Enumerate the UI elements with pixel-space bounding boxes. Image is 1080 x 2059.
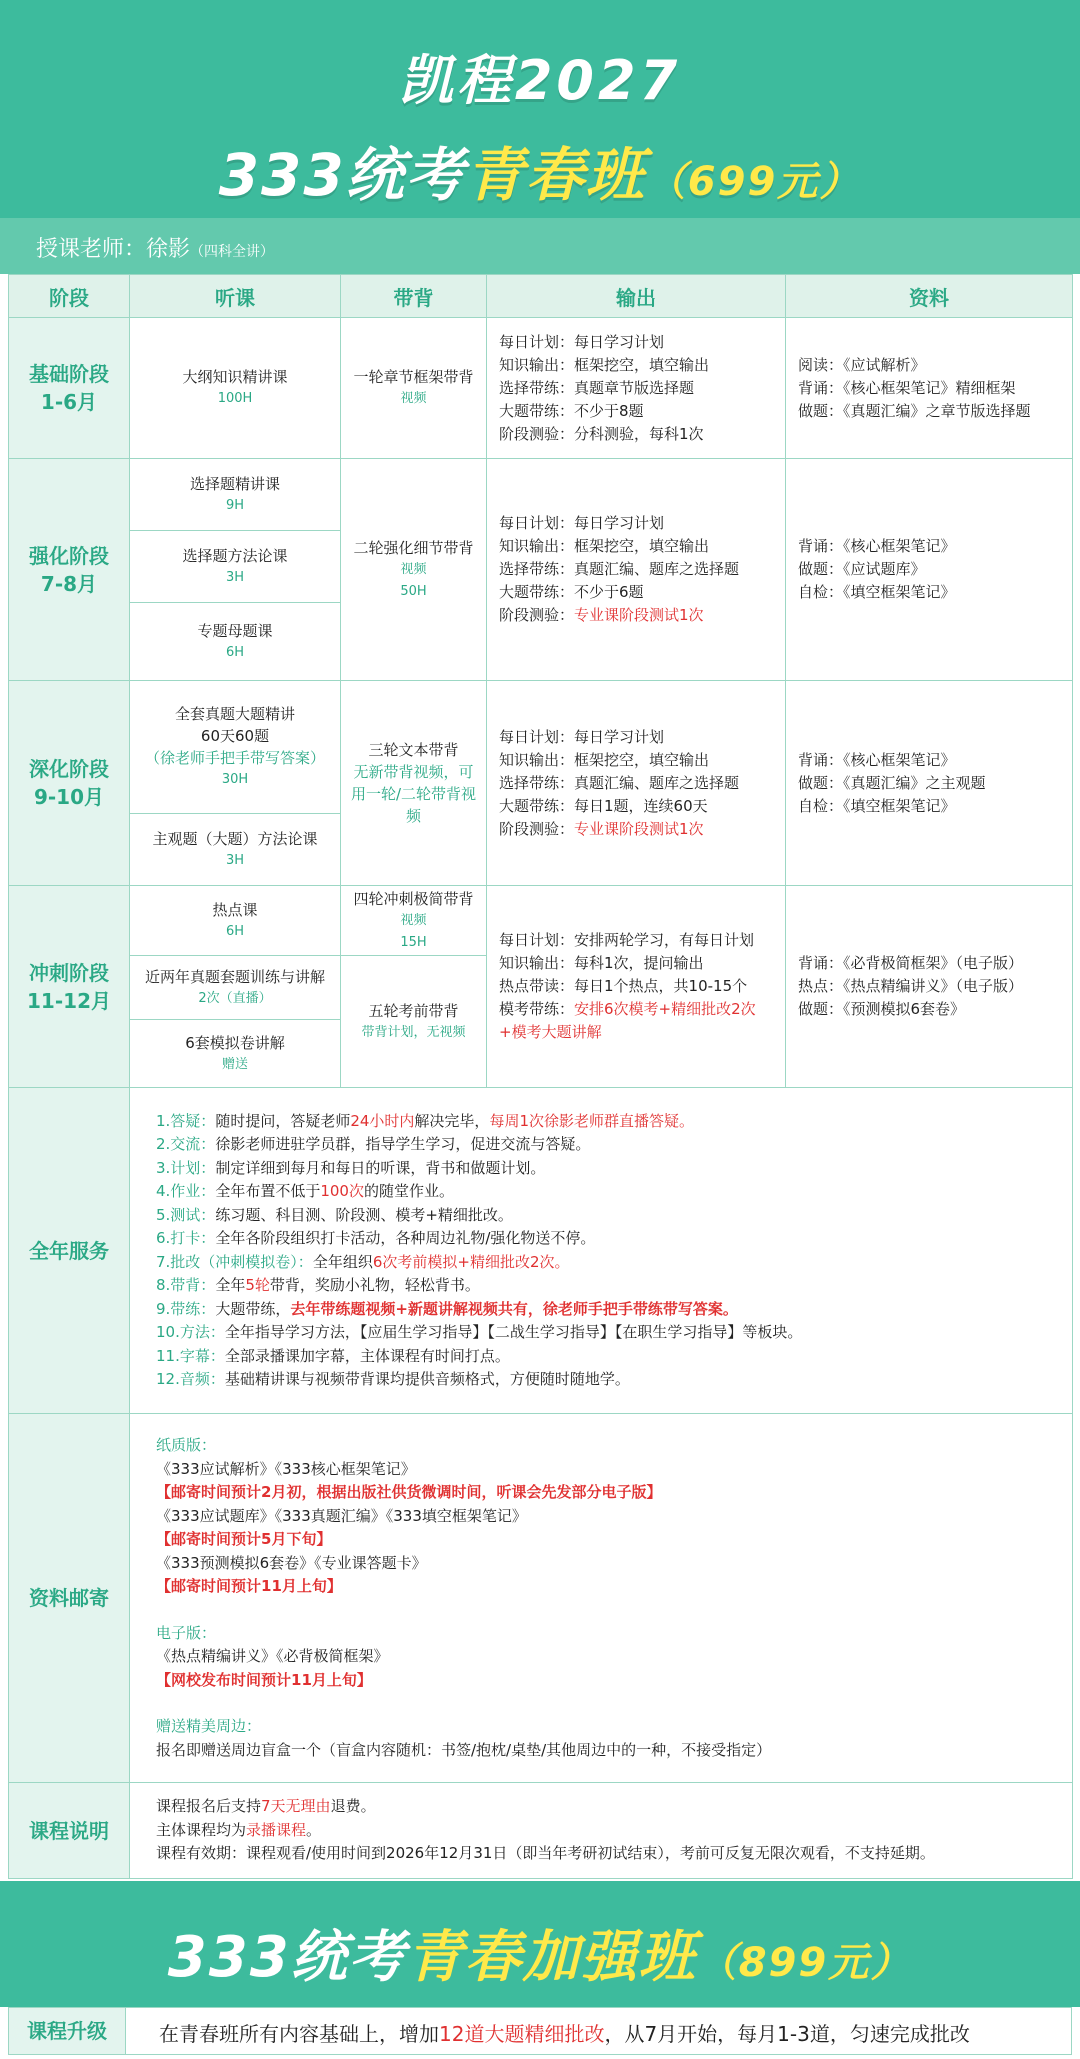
- output-line: 知识输出：框架挖空，填空输出: [499, 355, 710, 374]
- lesson-cell: [130, 814, 341, 886]
- lesson-hours: 2次（直播）: [198, 990, 272, 1006]
- course-price: （699元）: [645, 159, 862, 205]
- materials-line: 《333应试题库》《333真题汇编》《333填空框架笔记》: [156, 1506, 527, 1525]
- stage-name: 深化阶段: [29, 757, 109, 781]
- service-item-num: 11.字幕：: [156, 1346, 225, 1365]
- service-item-text: 全年组织: [312, 1252, 373, 1271]
- header-banner: [0, 0, 1080, 218]
- upgrade-row: [8, 2007, 1072, 2055]
- spacer: [156, 1599, 1046, 1622]
- materials-ship-note: 【网校发布时间预计11月上旬】: [156, 1670, 372, 1689]
- service-item-num: 12.音频：: [156, 1370, 225, 1388]
- output-cell: [487, 886, 786, 1088]
- plus-course-banner: [0, 1881, 1080, 2007]
- lesson-cell: [130, 459, 341, 531]
- lesson-cell: [130, 956, 341, 1020]
- lesson-cell: [130, 318, 341, 459]
- col-header-output: 输出: [487, 275, 786, 318]
- stage-cell: [9, 459, 130, 681]
- table-row: [9, 318, 1073, 459]
- materials-list: [130, 1414, 1073, 1783]
- stage-cell: [9, 681, 130, 886]
- service-item: [156, 1298, 1046, 1322]
- col-header-lesson: 听课: [130, 275, 341, 318]
- service-item-num: 1.答疑：: [156, 1111, 216, 1130]
- stage-name: 强化阶段: [29, 543, 109, 568]
- service-item: [156, 1345, 1046, 1369]
- lesson-name: 全套真题大题精讲: [174, 705, 295, 723]
- service-item-text: 的随堂作业。: [363, 1182, 454, 1200]
- stage-name: 冲刺阶段: [29, 960, 109, 985]
- stage-months: 7-8月: [40, 571, 98, 596]
- plus-price: （899元）: [696, 1940, 913, 1986]
- materials-line: 《热点精编讲义》《必背极简框架》: [156, 1647, 389, 1665]
- notes-text: 主体课程均为: [156, 1820, 247, 1839]
- teacher-note: （四科全讲）: [190, 244, 275, 260]
- service-item-text: 全年各阶段组织打卡活动，各种周边礼物/强化物送不停。: [215, 1229, 596, 1247]
- output-test-value: 专业课阶段测试1次: [574, 606, 704, 624]
- output-line: 每日计划：安排两轮学习，有每日计划: [499, 931, 755, 949]
- upgrade-label: 课程升级: [9, 2008, 126, 2054]
- service-item: [156, 1133, 1046, 1157]
- teacher-name: 授课老师：徐影: [36, 237, 191, 262]
- output-cell: [487, 318, 786, 459]
- lesson-name: 选择题方法论课: [182, 546, 288, 565]
- output-test-value: 专业课阶段测试1次: [574, 819, 704, 838]
- upgrade-text-part: ，从7月开始，每月1-3道，匀速完成批改: [604, 2022, 970, 2046]
- upgrade-text-part: 在青春班所有内容基础上，增加: [159, 2022, 439, 2046]
- service-item-text: 徐影老师进驻学员群，指导学生学习，促进交流与答疑。: [215, 1135, 591, 1153]
- table-row: [9, 681, 1073, 814]
- service-item-text: 练习题、科目测、阶段测、模考+精细批改。: [215, 1205, 513, 1224]
- notes-highlight: 录播课程: [246, 1820, 307, 1839]
- material-line: 自检：《填空框架笔记》: [798, 583, 956, 601]
- lesson-cell: [130, 681, 341, 814]
- material-line: 背诵：《核心框架笔记》: [798, 750, 956, 769]
- stage-months: 9-10月: [33, 785, 105, 809]
- recite-name: 一轮章节框架带背: [353, 368, 474, 386]
- service-item-text: 带背，奖励小礼物，轻松背书。: [269, 1276, 480, 1294]
- output-line: 知识输出：框架挖空，填空输出: [499, 537, 710, 555]
- plus-course-title: [0, 1913, 1080, 1993]
- material-line: 做题：《真题汇编》之主观题: [798, 773, 986, 792]
- stage-cell: [9, 318, 130, 459]
- output-line: 大题带练：每日1题，连续60天: [499, 796, 708, 815]
- table-row: [9, 1414, 1073, 1783]
- teacher-label: [36, 232, 274, 263]
- notes-line: [156, 1819, 1046, 1843]
- materials-paper-heading: 纸质版：: [156, 1436, 217, 1454]
- output-line: 选择带练：真题汇编、题库之选择题: [499, 560, 740, 578]
- material-line: 热点：《热点精编讲义》（电子版）: [798, 977, 1024, 995]
- service-item-num: 6.打卡：: [156, 1229, 216, 1247]
- service-item: [156, 1274, 1046, 1298]
- upgrade-highlight: 12道大题精细批改: [439, 2022, 605, 2046]
- material-line: 背诵：《必背极简框架》（电子版）: [798, 954, 1024, 972]
- service-item-text: 制定详细到每月和每日的听课，背书和做题计划。: [215, 1158, 546, 1177]
- service-item: [156, 1157, 1046, 1181]
- output-line: 每日计划：每日学习计划: [499, 514, 665, 532]
- course-title: [0, 128, 1080, 212]
- table-row: [9, 1783, 1073, 1879]
- stage-cell: [9, 886, 130, 1088]
- service-label: 全年服务: [9, 1088, 130, 1414]
- service-item-text: 全年布置不低于: [215, 1182, 321, 1200]
- output-line: 阶段测验：分科测验，每科1次: [499, 424, 704, 443]
- recite-cell: [341, 886, 487, 956]
- lesson-hours: 3H: [225, 569, 245, 585]
- lesson-name: 近两年真题套题训练与讲解: [144, 967, 325, 986]
- lesson-cell: [130, 886, 341, 956]
- lesson-hours: 3H: [225, 852, 245, 868]
- notes-label: 课程说明: [9, 1783, 130, 1879]
- lesson-hours: 30H: [221, 772, 249, 787]
- output-test-label: 阶段测验：: [499, 606, 575, 624]
- service-item-text: 全年指导学习方法，【应届生学习指导】【二战生学习指导】【在职生学习指导】等板块。: [224, 1323, 803, 1341]
- lesson-name: 大纲知识精讲课: [182, 368, 288, 386]
- output-line: 大题带练：不少于8题: [499, 401, 644, 420]
- output-line: 大题带练：不少于6题: [499, 583, 644, 601]
- stage-name: 基础阶段: [29, 362, 109, 386]
- lesson-name: 专题母题课: [197, 621, 273, 640]
- recite-name: 四轮冲刺极简带背: [353, 889, 474, 908]
- output-line: 知识输出：框架挖空，填空输出: [499, 750, 710, 769]
- recite-note: 无新带背视频，可用一轮/二轮带背视频: [350, 763, 477, 825]
- lesson-hours: 6H: [225, 923, 245, 939]
- recite-note: 带背计划，无视频: [361, 1024, 466, 1040]
- service-item-text: 随时提问，答疑老师: [215, 1111, 351, 1130]
- recite-cell: [341, 956, 487, 1088]
- lesson-name: 选择题精讲课: [189, 474, 280, 493]
- service-item-num: 7.批改（冲刺模拟卷）：: [156, 1252, 313, 1271]
- course-title-yellow: 青春班: [465, 141, 646, 209]
- service-highlight: 100次: [320, 1182, 364, 1200]
- service-item-num: 8.带背：: [156, 1276, 216, 1294]
- materials-label: 资料邮寄: [9, 1414, 130, 1783]
- service-item-text: 全部录播课加字幕，主体课程有时间打点。: [224, 1346, 510, 1365]
- service-item: [156, 1110, 1046, 1134]
- service-item: [156, 1204, 1046, 1228]
- col-header-recite: 带背: [341, 275, 487, 318]
- col-header-stage: 阶段: [9, 275, 130, 318]
- output-line: [499, 998, 773, 1044]
- recite-name: 五轮考前带背: [368, 1001, 459, 1020]
- service-item-num: 2.交流：: [156, 1135, 216, 1153]
- service-item-num: 5.测试：: [156, 1205, 216, 1224]
- lesson-hours: 9H: [225, 497, 245, 513]
- lesson-hours: 赠送: [221, 1056, 248, 1072]
- lesson-subtitle: 60天60题: [200, 727, 270, 745]
- materials-ship-note: 【邮寄时间预计2月初，根据出版社供货微调时间，听课会先发部分电子版】: [156, 1483, 662, 1501]
- material-cell: [786, 318, 1073, 459]
- service-item: [156, 1180, 1046, 1204]
- materials-ebook-heading: 电子版：: [156, 1623, 217, 1642]
- service-highlight: 24小时内: [350, 1111, 415, 1130]
- output-mock-label: 模考带练：: [499, 1000, 575, 1018]
- recite-note: 视频: [400, 561, 427, 577]
- recite-note: 视频: [400, 391, 427, 406]
- lesson-name: 6套模拟卷讲解: [185, 1033, 285, 1052]
- table-header-row: [9, 275, 1073, 318]
- lesson-name: 热点课: [212, 900, 258, 919]
- output-line: 选择带练：真题章节版选择题: [499, 378, 695, 397]
- notes-line: [156, 1795, 1046, 1819]
- materials-line: 报名即赠送周边盲盒一个（盲盒内容随机：书签/抱枕/桌垫/其他周边中的一种，不接受指定）: [156, 1740, 772, 1759]
- recite-name: 二轮强化细节带背: [353, 538, 474, 557]
- service-item-text: 解决完毕，: [414, 1111, 490, 1130]
- recite-cell: [341, 318, 487, 459]
- material-line: 自检：《填空框架笔记》: [798, 796, 956, 815]
- course-title-white: 333统考: [218, 141, 466, 209]
- service-highlight: 5轮: [245, 1276, 270, 1294]
- materials-ship-note: 【邮寄时间预计5月下旬】: [156, 1530, 332, 1548]
- service-highlight: 去年带练题视频+新题讲解视频共有，徐老师手把手带练带写答案。: [290, 1299, 738, 1318]
- lesson-name: 主观题（大题）方法论课: [152, 829, 318, 848]
- material-line: 做题：《真题汇编》之章节版选择题: [798, 401, 1031, 420]
- notes-list: [130, 1783, 1073, 1879]
- material-line: 阅读：《应试解析》: [798, 355, 926, 374]
- service-item: [156, 1251, 1046, 1275]
- notes-line: 课程有效期：课程观看/使用时间到2026年12月31日（即当年考研初试结束），考前可反复无限次观看，不支持延期。: [156, 1844, 935, 1863]
- recite-cell: [341, 459, 487, 681]
- material-cell: [786, 886, 1073, 1088]
- service-item-text: 全年: [215, 1276, 246, 1294]
- output-mock-value: 安排6次模考+精细批改2次+模考大题讲解: [499, 1000, 756, 1041]
- output-line: 每日计划：每日学习计划: [499, 727, 665, 746]
- output-cell: [487, 681, 786, 886]
- lesson-hours: 6H: [225, 644, 245, 660]
- lesson-note: （徐老师手把手带写答案）: [144, 749, 325, 767]
- output-test-label: 阶段测验：: [499, 819, 575, 838]
- lesson-cell: [130, 603, 341, 681]
- recite-hours: 50H: [400, 583, 427, 599]
- table-row: [9, 459, 1073, 531]
- materials-gift-heading: 赠送精美周边：: [156, 1717, 262, 1735]
- output-line: 每日计划：每日学习计划: [499, 332, 665, 351]
- lesson-cell: [130, 1020, 341, 1088]
- materials-ship-note: 【邮寄时间预计11月上旬】: [156, 1577, 342, 1595]
- output-cell: [487, 459, 786, 681]
- output-line: [499, 818, 773, 841]
- material-cell: [786, 459, 1073, 681]
- notes-text: 。: [306, 1820, 322, 1839]
- recite-hours: 15H: [400, 934, 427, 950]
- plus-title-white: 333统考: [167, 1925, 407, 1990]
- stage-months: 1-6月: [40, 390, 98, 414]
- service-list: [130, 1088, 1073, 1414]
- brand-title: 凯程2027: [398, 49, 682, 112]
- spacer: [156, 1692, 1046, 1715]
- material-line: 做题：《应试题库》: [798, 560, 926, 578]
- service-item-num: 10.方法：: [156, 1323, 225, 1341]
- material-line: 做题：《预测模拟6套卷》: [798, 1000, 966, 1018]
- service-item-num: 4.作业：: [156, 1182, 216, 1200]
- service-item: [156, 1368, 1046, 1392]
- recite-name: 三轮文本带背: [368, 741, 459, 759]
- service-item-text: 大题带练，: [215, 1299, 291, 1318]
- service-item-text: 基础精讲课与视频带背课均提供音频格式，方便随时随地学。: [224, 1370, 630, 1388]
- material-line: 背诵：《核心框架笔记》精细框架: [798, 378, 1016, 397]
- service-highlight: 6次考前模拟+精细批改2次。: [372, 1252, 570, 1271]
- material-line: 背诵：《核心框架笔记》: [798, 537, 956, 555]
- service-item-num: 3.计划：: [156, 1158, 216, 1177]
- col-header-material: 资料: [786, 275, 1073, 318]
- table-row: [9, 1088, 1073, 1414]
- output-line: 知识输出：每科1次，提问输出: [499, 954, 704, 972]
- teacher-bar: [0, 218, 1080, 274]
- materials-line: 《333预测模拟6套卷》《专业课答题卡》: [156, 1553, 427, 1572]
- recite-cell: [341, 681, 487, 886]
- service-item-num: 9.带练：: [156, 1299, 216, 1318]
- stage-months: 11-12月: [27, 988, 111, 1013]
- material-cell: [786, 681, 1073, 886]
- output-line: 选择带练：真题汇编、题库之选择题: [499, 773, 740, 792]
- service-highlight: 每周1次徐影老师群直播答疑。: [489, 1111, 694, 1130]
- materials-line: 《333应试解析》《333核心框架笔记》: [156, 1459, 416, 1478]
- notes-highlight: 7天无理由: [261, 1797, 331, 1816]
- notes-text: 退费。: [330, 1797, 376, 1816]
- recite-note: 视频: [400, 912, 427, 928]
- plus-title-yellow: 青春加强班: [406, 1925, 697, 1990]
- table-row: [9, 886, 1073, 956]
- notes-text: 课程报名后支持: [156, 1797, 262, 1816]
- schedule-table: [8, 274, 1073, 1879]
- upgrade-text: [159, 2018, 970, 2047]
- output-line: 热点带读：每日1个热点，共10-15个: [499, 977, 748, 995]
- output-line: [499, 604, 773, 627]
- service-item: [156, 1227, 1046, 1251]
- lesson-hours: 100H: [217, 391, 253, 406]
- service-item: [156, 1321, 1046, 1345]
- lesson-cell: [130, 531, 341, 603]
